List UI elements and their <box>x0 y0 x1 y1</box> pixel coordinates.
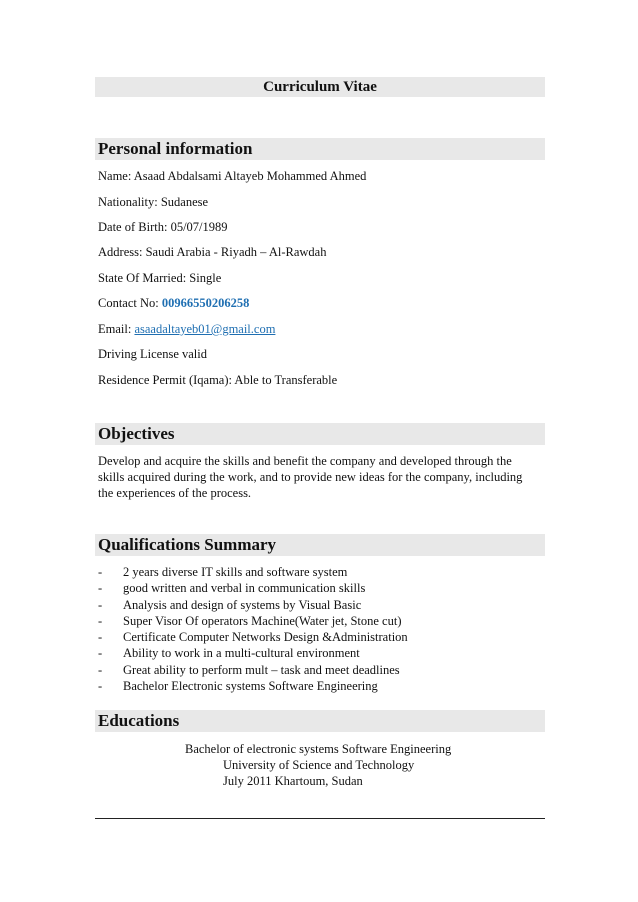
address-line <box>98 244 326 260</box>
name-value: Asaad Abdalsami Altayeb Mohammed Ahmed <box>133 169 367 183</box>
objectives-text: Develop and acquire the skills and benefit the company and developed through the skills acquired during the work, and to provide new ideas for the company, including the experiences of the process. <box>98 454 523 500</box>
address-label: Address: <box>98 245 143 259</box>
email-line <box>98 321 275 337</box>
dob-value: 05/07/1989 <box>170 220 228 234</box>
cv-title-band <box>95 77 545 97</box>
qualifications-heading: Qualifications Summary <box>98 535 277 554</box>
educations-heading: Educations <box>98 711 180 730</box>
marital-label: State Of Married: <box>98 271 187 285</box>
education-university: University of Science and Technology <box>223 758 415 772</box>
educations-section-header <box>95 710 545 732</box>
objectives-section-header <box>95 423 545 445</box>
education-degree: Bachelor of electronic systems Software Engineering <box>185 742 452 756</box>
marital-line <box>98 270 221 286</box>
email-link[interactable]: asaadaltayeb01@gmail.com <box>134 322 276 336</box>
list-item: - Super Visor Of operators Machine(Water jet, Stone cut) <box>98 613 402 628</box>
list-item: - good written and verbal in communication skills <box>98 581 366 596</box>
personal-section-header <box>95 138 545 160</box>
cv-title: Curriculum Vitae <box>263 79 377 95</box>
bottom-divider <box>95 818 545 819</box>
name-line <box>98 168 366 184</box>
objectives-heading: Objectives <box>98 424 175 443</box>
contact-label: Contact No: <box>98 296 159 310</box>
nationality-value: Sudanese <box>160 195 209 209</box>
residence-label: Residence Permit (Iqama): <box>98 373 232 387</box>
dob-label: Date of Birth: <box>98 220 168 234</box>
list-item: - Ability to work in a multi-cultural environment <box>98 646 360 661</box>
residence-value: Able to Transferable <box>234 373 338 387</box>
list-item: - Analysis and design of systems by Visual Basic <box>98 597 362 612</box>
driving-license: Driving License valid <box>98 347 207 361</box>
nationality-line <box>98 194 208 210</box>
residence-line <box>98 372 337 388</box>
nationality-label: Nationality: <box>98 195 158 209</box>
marital-value: Single <box>189 271 222 285</box>
qualifications-section-header <box>95 534 545 556</box>
email-label: Email: <box>98 322 132 336</box>
dob-line <box>98 219 228 235</box>
address-value: Saudi Arabia - Riyadh – Al-Rawdah <box>145 245 327 259</box>
name-label: Name: <box>98 169 132 183</box>
driving-line <box>98 346 207 362</box>
list-item: - 2 years diverse IT skills and software system <box>98 565 348 579</box>
qualifications-list <box>98 564 408 694</box>
contact-number: 00966550206258 <box>161 296 250 310</box>
list-item: - Great ability to perform mult – task and meet deadlines <box>98 662 400 677</box>
contact-line <box>98 295 249 311</box>
list-item: - Bachelor Electronic systems Software Engineering <box>98 679 378 694</box>
list-item: - Certificate Computer Networks Design &Administration <box>98 630 408 645</box>
personal-heading: Personal information <box>98 139 253 158</box>
education-date-place: July 2011 Khartoum, Sudan <box>223 774 363 788</box>
